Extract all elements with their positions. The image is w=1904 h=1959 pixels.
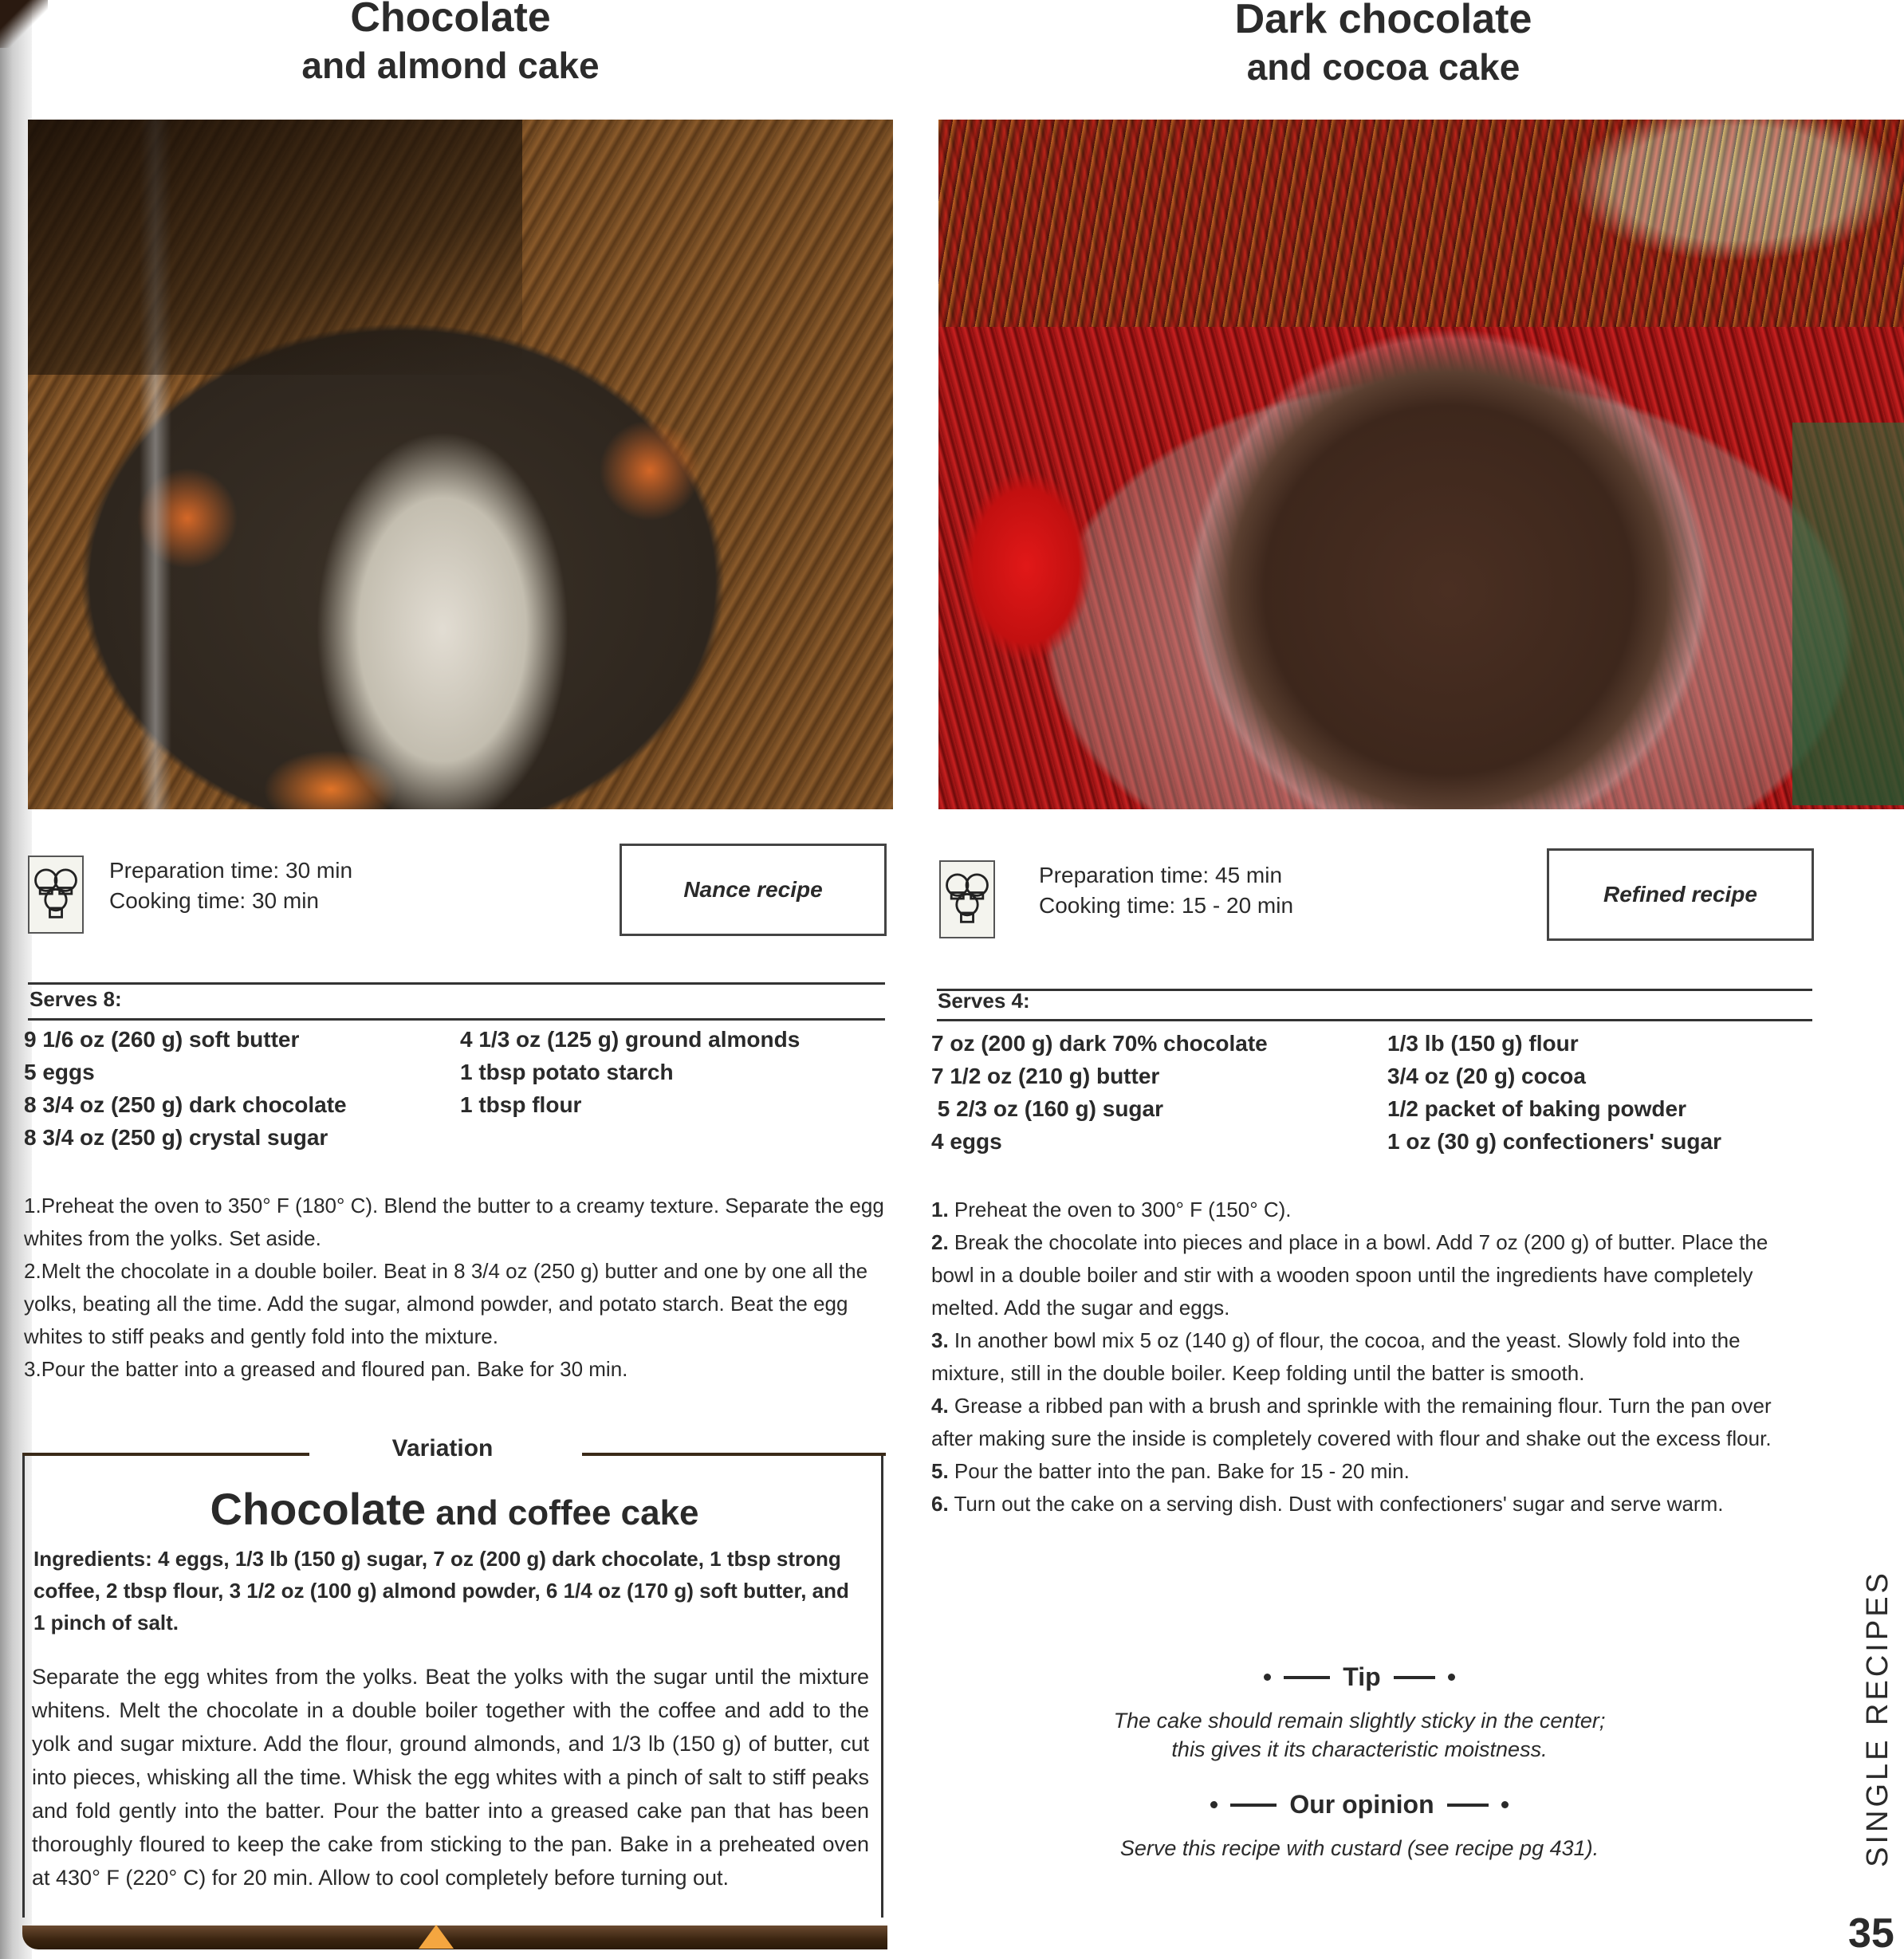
left-cook-time: Cooking time: 30 min [109, 888, 320, 913]
ingredient-item: 4 1/3 oz (125 g) ground almonds [460, 1027, 801, 1052]
right-title-line2: and cocoa cake [1246, 46, 1520, 88]
step-number: 3. [931, 1328, 949, 1352]
tip-heading-label: Tip [1343, 1662, 1381, 1691]
left-title-line1: Chocolate [350, 0, 551, 41]
left-ingredients-col2 [460, 1023, 800, 1121]
step-text: Grease a ribbed pan with a brush and sprinkle with the remaining flour. Turn the pan over after making sure the inside is completely covered with flour and shake out the excess flour. [931, 1394, 1772, 1450]
dash-rule [1284, 1676, 1330, 1679]
ingredient-item: 9 1/6 oz (260 g) soft butter [24, 1027, 300, 1052]
right-ingredients-col1 [931, 1027, 1268, 1158]
step-text: In another bowl mix 5 oz (140 g) of flour, the cocoa, and the yeast. Slowly fold into the mixture, still in the double boiler. Keep folding until the batter is smooth. [931, 1328, 1741, 1385]
right-steps [931, 1194, 1816, 1520]
ingredient-item: 7 1/2 oz (210 g) butter [931, 1064, 1160, 1088]
variation-title-small: and coffee cake [426, 1493, 699, 1532]
variation-rule-right [582, 1453, 886, 1456]
step-number: 2. [24, 1259, 41, 1283]
left-prep-time: Preparation time: 30 min [109, 858, 353, 883]
ingredient-item: 1 tbsp potato starch [460, 1060, 674, 1084]
right-recipe-photo [938, 120, 1904, 809]
ingredient-item: 5 2/3 oz (160 g) sugar [931, 1096, 1163, 1121]
step-item [931, 1390, 1816, 1455]
right-serves-rule-top [937, 989, 1812, 991]
dash-rule [1394, 1676, 1435, 1679]
left-steps [24, 1190, 889, 1386]
left-difficulty-badge [620, 844, 887, 936]
page-corner-shadow [0, 0, 48, 48]
step-text: Preheat the oven to 350° F (180° C). Blend the butter to a creamy texture. Separate the egg whites from the yolks. Set aside. [24, 1194, 884, 1250]
step-number: 1. [24, 1194, 41, 1217]
left-recipe-photo [28, 120, 893, 809]
variation-label: Variation [391, 1435, 494, 1461]
step-number: 2. [931, 1230, 949, 1254]
step-number: 3. [24, 1357, 41, 1381]
step-item [24, 1353, 889, 1386]
step-item [931, 1324, 1816, 1390]
section-label: SINGLE RECIPES [1860, 1569, 1894, 1867]
section-tab [1854, 1559, 1902, 1878]
step-item [24, 1255, 889, 1353]
step-number: 1. [931, 1198, 949, 1221]
left-difficulty-label: Nance recipe [683, 877, 823, 902]
chef-hats-icon [939, 860, 995, 938]
left-title-line2: and almond cake [301, 45, 600, 86]
ingredient-item: 1 tbsp flour [460, 1092, 582, 1117]
variation-rule-left [22, 1453, 309, 1456]
left-ingredients-col1 [24, 1023, 347, 1154]
variation-title-big: Chocolate [210, 1484, 427, 1534]
dash-rule [1447, 1804, 1489, 1807]
opinion-heading-label: Our opinion [1289, 1790, 1434, 1819]
step-item [24, 1190, 889, 1255]
ingredient-item: 3/4 oz (20 g) cocoa [1387, 1064, 1586, 1088]
step-item [931, 1488, 1816, 1520]
step-number: 6. [931, 1492, 949, 1516]
ingredient-item: 7 oz (200 g) dark 70% chocolate [931, 1031, 1268, 1056]
right-time-block [1039, 860, 1293, 921]
bullet-dot-icon [1448, 1674, 1455, 1681]
bullet-dot-icon [1501, 1801, 1509, 1808]
variation-ingredients: Ingredients: 4 eggs, 1/3 lb (150 g) sugar, 7 oz (200 g) dark chocolate, 1 tbsp strong coffee, 2 tbsp flour, 3 1/2 oz (100 g) almond powder, 6 1/4 oz (170 g) soft butter, and 1 pinch of salt. [33, 1547, 849, 1634]
left-serves-rule-bottom [28, 1018, 885, 1021]
variation-title [24, 1483, 885, 1535]
ingredient-item: 1 oz (30 g) confectioners' sugar [1387, 1129, 1721, 1154]
step-item [931, 1455, 1816, 1488]
right-cook-time: Cooking time: 15 - 20 min [1039, 893, 1294, 918]
right-ingredients-col2 [1387, 1027, 1721, 1158]
ingredient-item: 5 eggs [24, 1060, 95, 1084]
dash-rule [1230, 1804, 1277, 1807]
right-serves: Serves 4: [938, 989, 1030, 1013]
right-difficulty-badge [1547, 848, 1814, 941]
ingredient-item: 8 3/4 oz (250 g) dark chocolate [24, 1092, 347, 1117]
variation-method: Separate the egg whites from the yolks. Beat the yolks with the sugar until the mixture whitens. Melt the chocolate in a double boiler together with the coffee and add to the yolk and sugar mixture. Add the flour, ground almonds, and 1/3 lb (150 g) of butter, cut into pieces, whisking all the time. Whisk the egg whites with a pinch of salt to stiff peaks and fold gently into the batter. Pour the batter into a greased cake pan that has been thoroughly floured to keep the cake from sticking to the pan. Bake in a preheated oven at 430° F (220° C) for 20 min. Allow to cool completely before turning out. [32, 1665, 869, 1890]
opinion-heading [1100, 1790, 1619, 1819]
step-text: Pour the batter into a greased and floured pan. Bake for 30 min. [41, 1357, 628, 1381]
chef-hats-icon-glyph [941, 862, 993, 937]
step-item [931, 1194, 1816, 1226]
right-prep-time: Preparation time: 45 min [1039, 863, 1283, 887]
left-time-block [109, 856, 352, 916]
step-number: 5. [931, 1459, 949, 1483]
left-serves-rule-top [28, 982, 885, 985]
right-difficulty-label: Refined recipe [1603, 882, 1757, 907]
chef-hats-icon-glyph [30, 857, 82, 932]
right-title-line1: Dark chocolate [1234, 0, 1532, 42]
ingredient-item: 1/3 lb (150 g) flour [1387, 1031, 1579, 1056]
right-recipe-title [1124, 0, 1642, 91]
bullet-dot-icon [1264, 1674, 1271, 1681]
chef-hats-icon [28, 856, 84, 934]
step-text: Preheat the oven to 300° F (150° C). [948, 1198, 1292, 1221]
ingredient-item: 1/2 packet of baking powder [1387, 1096, 1686, 1121]
ingredient-item: 4 eggs [931, 1129, 1002, 1154]
step-text: Melt the chocolate in a double boiler. Beat in 8 3/4 oz (250 g) butter and one by one all the yolks, beating all the time. Add the sugar, almond powder, and potato starch. Beat the egg whites to stiff peaks and gently fold into the mixture. [24, 1259, 868, 1348]
step-number: 4. [931, 1394, 949, 1418]
bullet-dot-icon [1210, 1801, 1218, 1808]
tip-text [1068, 1706, 1650, 1764]
page-number: 35 [1848, 1910, 1894, 1957]
triangle-marker-icon [419, 1925, 454, 1949]
variation-bottom-band [22, 1926, 887, 1949]
tip-line2: this gives it its characteristic moistness. [1171, 1737, 1548, 1761]
left-serves: Serves 8: [30, 987, 122, 1011]
right-serves-rule-bottom [937, 1019, 1812, 1021]
step-text: Break the chocolate into pieces and place in a bowl. Add 7 oz (200 g) of butter. Place the bowl in a double boiler and stir with a wooden spoon until the ingredients have completely melted. Add the sugar and eggs. [931, 1230, 1768, 1320]
step-text: Turn out the cake on a serving dish. Dust with confectioners' sugar and serve warm. [948, 1492, 1724, 1516]
tip-line1: The cake should remain slightly sticky in the center; [1113, 1709, 1606, 1733]
step-text: Pour the batter into the pan. Bake for 15 - 20 min. [948, 1459, 1410, 1483]
left-recipe-title [191, 0, 710, 89]
tip-heading [1100, 1662, 1619, 1692]
step-item [931, 1226, 1816, 1324]
ingredient-item: 8 3/4 oz (250 g) crystal sugar [24, 1125, 328, 1150]
opinion-text: Serve this recipe with custard (see recipe pg 431). [1119, 1836, 1599, 1860]
